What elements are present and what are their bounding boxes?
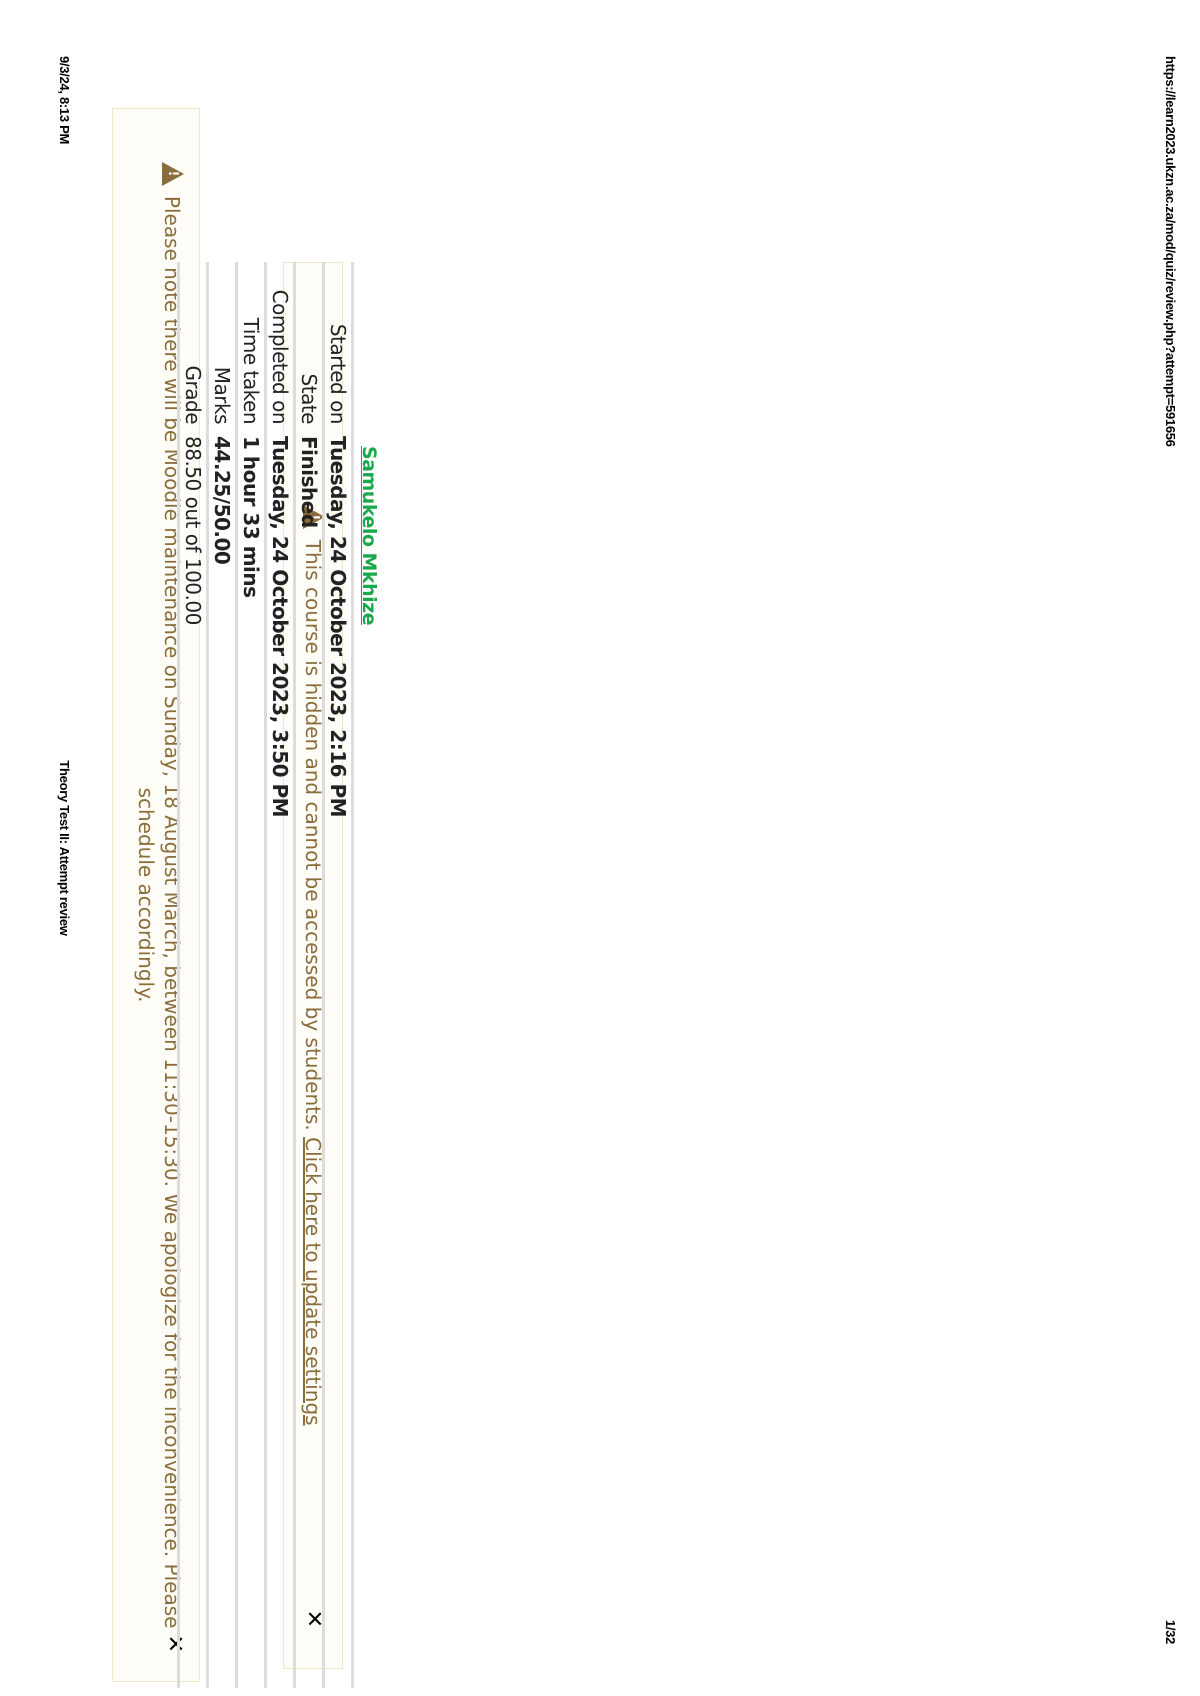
row-label-time-taken: Time taken — [239, 317, 263, 424]
row-label-grade: Grade — [181, 365, 205, 424]
attempt-summary-table — [177, 262, 354, 1688]
update-settings-link[interactable]: Click here to update settings — [301, 1137, 325, 1426]
warning-icon — [162, 162, 184, 186]
table-row — [179, 262, 208, 1688]
table-row — [266, 262, 295, 1688]
row-label-completed-on: Completed on — [268, 289, 292, 424]
maintenance-alert-text: Please note there will be Moodle maintenance on Sunday, 18 August March, between 11:30-15:30. We apologize for the inconvenience. Please schedule accordingly. — [134, 195, 184, 1629]
table-row — [237, 262, 266, 1688]
print-page-number: 1/32 — [1163, 1619, 1178, 1644]
close-icon[interactable]: ✕ — [301, 1609, 326, 1628]
print-datetime: 9/3/24, 8:13 PM — [57, 56, 72, 144]
row-value-completed-on: Tuesday, 24 October 2023, 3:50 PM — [268, 436, 292, 818]
close-icon[interactable]: ✕ — [162, 1634, 187, 1653]
row-label-state: State — [297, 373, 321, 424]
row-value-marks: 44.25/50.00 — [210, 436, 234, 565]
row-label-started-on: Started on — [326, 323, 350, 424]
row-value-state: Finished — [297, 436, 321, 528]
hidden-course-alert-text: This course is hidden and cannot be accessed by students. — [301, 539, 325, 1138]
print-url: https://learn2023.ukzn.ac.za/mod/quiz/review.php?attempt=591656 — [1163, 56, 1178, 447]
table-row — [324, 262, 353, 1688]
table-row — [295, 262, 324, 1688]
row-value-time-taken: 1 hour 33 mins — [239, 436, 263, 598]
row-label-marks: Marks — [210, 366, 234, 424]
table-row — [208, 262, 237, 1688]
row-value-grade: 88.50 out of 100.00 — [181, 436, 205, 625]
row-value-started-on: Tuesday, 24 October 2023, 2:16 PM — [326, 436, 350, 818]
print-page-title: Theory Test II: Attempt review — [57, 760, 72, 936]
user-profile-link[interactable]: Samukelo Mkhize — [358, 446, 380, 626]
